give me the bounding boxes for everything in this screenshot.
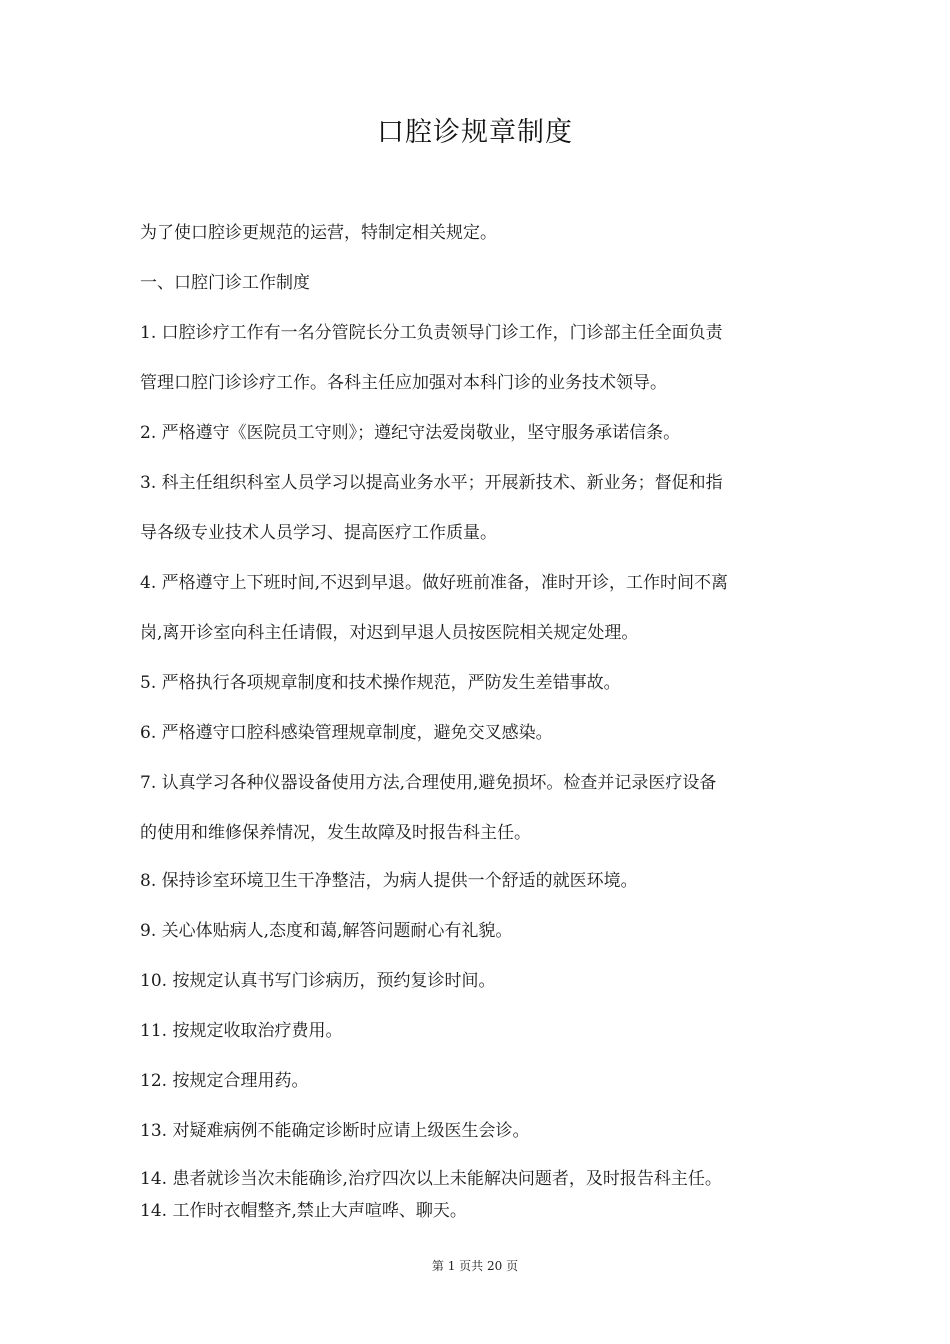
- rule-line: 6. 严格遵守口腔科感染管理规章制度，避免交叉感染。: [140, 723, 553, 743]
- rule-line: 的使用和维修保养情况，发生故障及时报告科主任。: [140, 823, 531, 843]
- intro-line: 为了使口腔诊更规范的运营，特制定相关规定。: [140, 223, 497, 243]
- rule-line: 4. 严格遵守上下班时间,不迟到早退。做好班前准备，准时开诊，工作时间不离: [140, 573, 729, 593]
- rule-line: 13. 对疑难病例不能确定诊断时应请上级医生会诊。: [140, 1121, 530, 1141]
- rule-line: 11. 按规定收取治疗费用。: [140, 1021, 343, 1041]
- rule-line: 岗,离开诊室向科主任请假，对迟到早退人员按医院相关规定处理。: [140, 623, 639, 643]
- rule-line: 10. 按规定认真书写门诊病历，预约复诊时间。: [140, 971, 496, 991]
- rule-line: 12. 按规定合理用药。: [140, 1071, 309, 1091]
- page-number-footer: 第 1 页共 20 页: [431, 1259, 519, 1273]
- rule-line: 管理口腔门诊诊疗工作。各科主任应加强对本科门诊的业务技术领导。: [140, 373, 667, 393]
- rule-line: 14. 患者就诊当次未能确诊,治疗四次以上未能解决问题者，及时报告科主任。: [140, 1169, 722, 1189]
- section-heading: 一、口腔门诊工作制度: [140, 273, 310, 293]
- rule-line: 1. 口腔诊疗工作有一名分管院长分工负责领导门诊工作，门诊部主任全面负责: [140, 323, 723, 343]
- rule-line: 14. 工作时衣帽整齐,禁止大声喧哗、聊天。: [140, 1201, 467, 1221]
- rule-line: 导各级专业技术人员学习、提高医疗工作质量。: [140, 523, 497, 543]
- rule-line: 3. 科主任组织科室人员学习以提高业务水平；开展新技术、新业务；督促和指: [140, 473, 723, 493]
- document-title: 口腔诊规章制度: [377, 117, 573, 148]
- rule-line: 7. 认真学习各种仪器设备使用方法,合理使用,避免损坏。检查并记录医疗设备: [140, 773, 717, 793]
- rule-line: 2. 严格遵守《医院员工守则》；遵纪守法爱岗敬业，坚守服务承诺信条。: [140, 423, 681, 443]
- rule-line: 9. 关心体贴病人,态度和蔼,解答问题耐心有礼貌。: [140, 921, 513, 941]
- rule-line: 8. 保持诊室环境卫生干净整洁，为病人提供一个舒适的就医环境。: [140, 871, 638, 891]
- rule-line: 5. 严格执行各项规章制度和技术操作规范，严防发生差错事故。: [140, 673, 621, 693]
